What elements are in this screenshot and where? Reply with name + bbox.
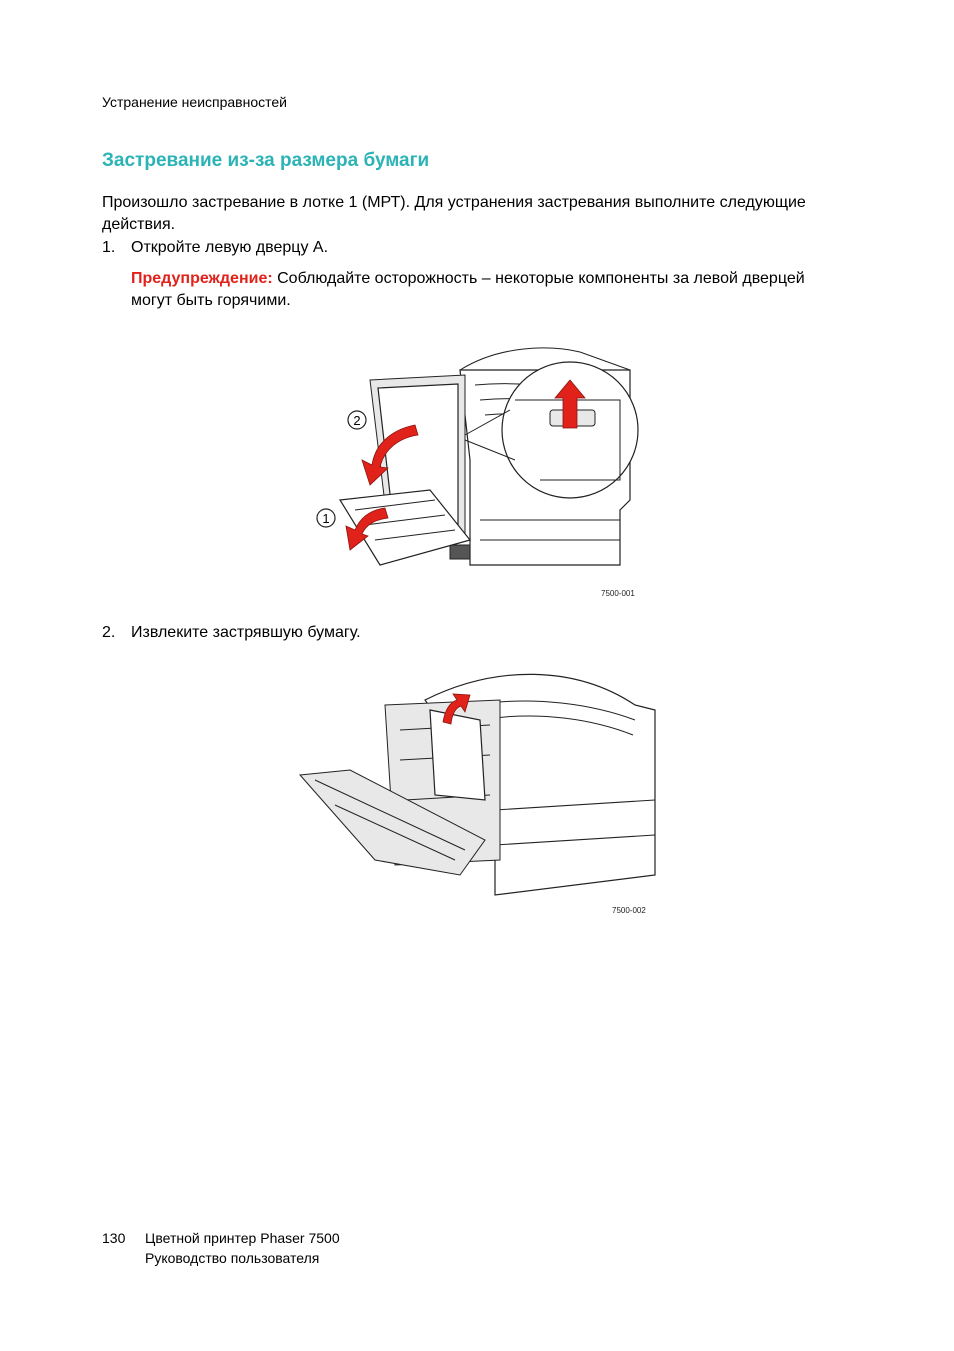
figure-remove-paper: [295, 660, 665, 910]
callout-2-label: 2: [353, 413, 361, 428]
callout-1-label: 1: [322, 511, 330, 526]
warning-note: [131, 268, 831, 312]
step-2: [102, 622, 822, 644]
intro-paragraph: Произошло застревание в лотке 1 (МРТ). Для устранения застревания выполните следующие действия.: [102, 194, 806, 233]
printer-illustration-2: [295, 660, 665, 910]
running-header: Устранение неисправностей: [102, 94, 287, 110]
warning-label: Предупреждение:: [131, 270, 273, 287]
figure-open-door: [300, 340, 650, 610]
footer-guide: Руководство пользователя: [145, 1250, 320, 1266]
section-title: Застревание из-за размера бумаги: [102, 150, 430, 171]
footer-product: Цветной принтер Phaser 7500: [145, 1230, 340, 1246]
door-latch: [450, 545, 470, 559]
printer-illustration-1: [300, 340, 650, 610]
step-number: 1.: [102, 239, 116, 256]
page-number: 130: [102, 1230, 126, 1246]
step-1: [102, 237, 822, 259]
step-text: Откройте левую дверцу A.: [131, 239, 329, 256]
figure-code-2: 7500-002: [612, 906, 646, 915]
figure-code-1: 7500-001: [601, 589, 635, 598]
step-text: Извлеките застрявшую бумагу.: [131, 624, 361, 641]
step-number: 2.: [102, 624, 116, 641]
warning-text: Соблюдайте осторожность – некоторые компоненты за левой дверцей могут быть горячими.: [131, 270, 805, 309]
jammed-paper: [430, 710, 485, 800]
